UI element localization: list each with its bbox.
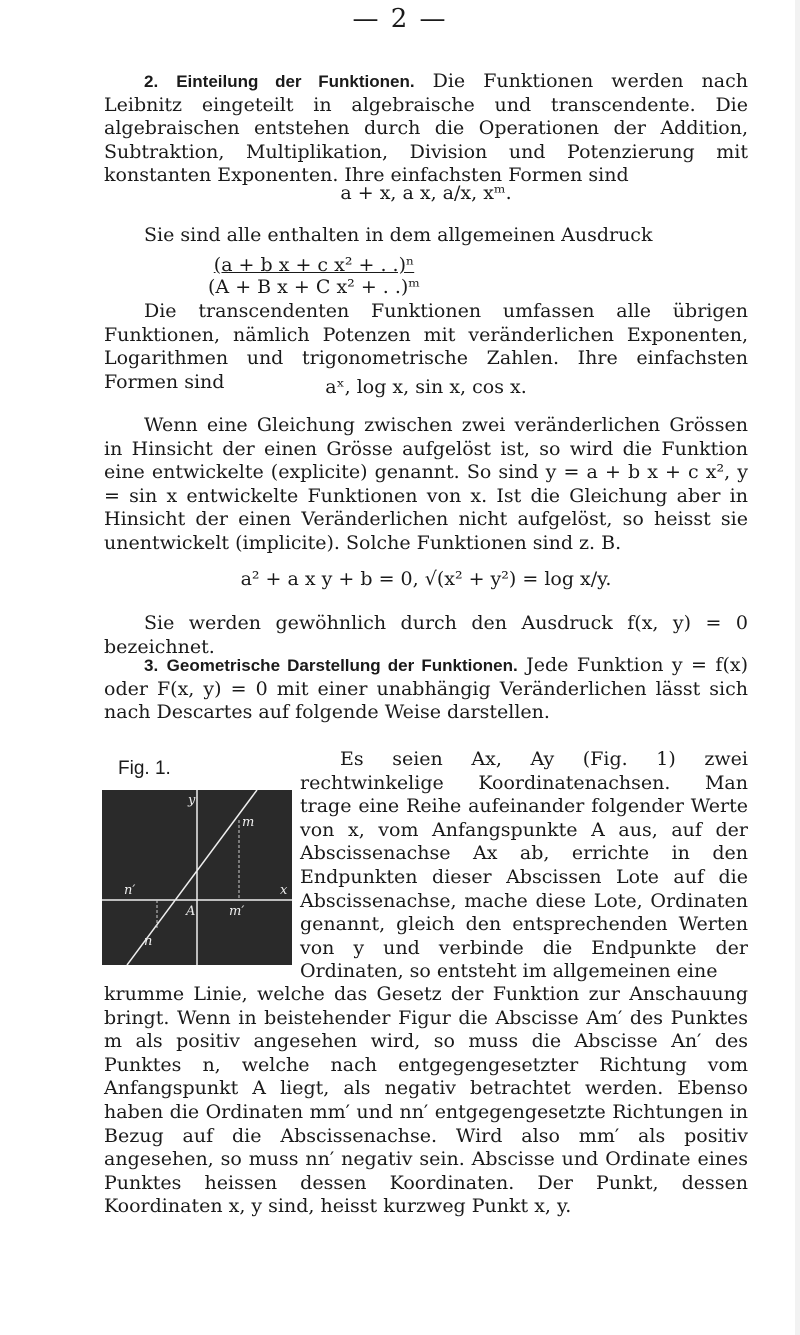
section-2-text-1: Die Funktionen werden nach Leibnitz eingeteilt in algebraische und transcendente. Die algebraischen entstehen durch die Operationen der Addition, Subtraktion, Multiplikation, Division und Potenzierung mit konstanten Exponenten. Ihre einfachsten Formen sind [104,70,748,187]
section-2-block-5 [104,612,748,659]
formula-implicit-examples: a² + a x y + b = 0, √(x² + y²) = log x/y. [240,568,612,590]
label-n-prime: n′ [124,883,136,898]
section-2 [104,70,748,188]
section-3-block-2 [104,983,748,1219]
section-2-paragraph-1 [104,70,748,188]
label-A: A [186,904,196,919]
figure-description-text: Es seien Ax, Ay (Fig. 1) zwei rechtwinkelige Koordinatenachsen. Man trage eine Reihe aufeinander folgender Werte von x, vom Anfangspunkte A aus, auf der Abscissenachse Ax ab, errichte in den Endpunkten dieser Abscissen Lote auf die Abscissenachse, mache diese Lote, Ordinaten genannt, gleich den entsprechenden Werten von y und verbinde die Endpunkte der Ordinaten, so entsteht im allgemeinen eine [300,748,748,983]
label-x: x [280,883,288,898]
section-3-intro-text: Jede Funktion y = f(x) oder F(x, y) = 0 mit einer unabhängig Veränderlichen lässt sich nach Descartes auf folgende Weise darstellen. [104,654,748,724]
figure-label: Fig. 1. [118,758,171,779]
formula-algebraic-forms: a + x, a x, a/x, xᵐ. [340,182,512,204]
section-2-paragraph-2: Sie sind alle enthalten in dem allgemeinen Ausdruck [144,224,653,246]
section-2-paragraph-3: Die transcendenten Funktionen umfassen alle übrigen Funktionen, nämlich Potenzen mit veränderlichen Exponenten, Logarithmen und trigonometrische Zahlen. Ihre einfachsten Formen sind [104,300,748,393]
section-2-block-4 [104,414,748,556]
section-2-block-2 [104,224,748,248]
label-y: y [188,793,196,808]
formula-numerator: (a + b x + c x² + . .)ⁿ [213,254,415,276]
label-m: m [242,815,255,830]
section-3-number: 3. [144,656,159,675]
section-2-paragraph-5: Sie werden gewöhnlich durch den Ausdruck f(x, y) = 0 bezeichnet. [104,612,748,658]
label-m-prime: m′ [229,904,245,919]
section-3-heading: Geometrische Darstellung der Funktionen. [166,656,518,675]
page-number: — 2 — [352,4,448,34]
section-3 [104,654,748,725]
formula-transcendent-forms: aˣ, log x, sin x, cos x. [325,376,527,398]
figure-coordinate-axes [102,790,292,965]
label-n: n [144,934,153,949]
figure-description [300,748,748,984]
page-edge-scan [795,0,800,1335]
formula-denominator: (A + B x + C x² + . .)ᵐ [208,276,420,298]
section-3-paragraph-2: krumme Linie, welche das Gesetz der Funktion zur Anschauung bringt. Wenn in beistehender Figur die Abscisse Am′ des Punktes m als positiv angesehen wird, so muss die Abscisse An′ des Punktes n, welche nach entgegengesetzter Richtung vom Anfangspunkt A liegt, als negativ betrachtet werden. Ebenso haben die Ordinaten mm′ und nn′ entgegengesetzte Richtungen in Bezug auf die Abscissenachse. Wird also mm′ als positiv angesehen, so muss nn′ negativ sein. Abscisse und Ordinate eines Punktes heissen dessen Koordinaten. Der Punkt, dessen Koordinaten x, y sind, heisst kurzweg Punkt x, y. [104,983,748,1218]
section-2-number: 2. [144,72,159,91]
formula-general-expression [104,254,524,298]
section-2-paragraph-4: Wenn eine Gleichung zwischen zwei veränderlichen Grössen in Hinsicht der einen Grösse aufgelöst ist, so wird die Funktion eine entwickelte (explicite) genannt. So sind y = a + b x + c x², y = sin x entwickelte Funktionen von x. Ist die Gleichung aber in Hinsicht der einen Veränderlichen nicht aufgelöst, so heisst sie unentwickelt (implicite). Solche Funktionen sind z. B. [104,414,748,554]
section-3-intro [104,654,748,725]
section-2-heading: Einteilung der Funktionen. [176,72,415,91]
